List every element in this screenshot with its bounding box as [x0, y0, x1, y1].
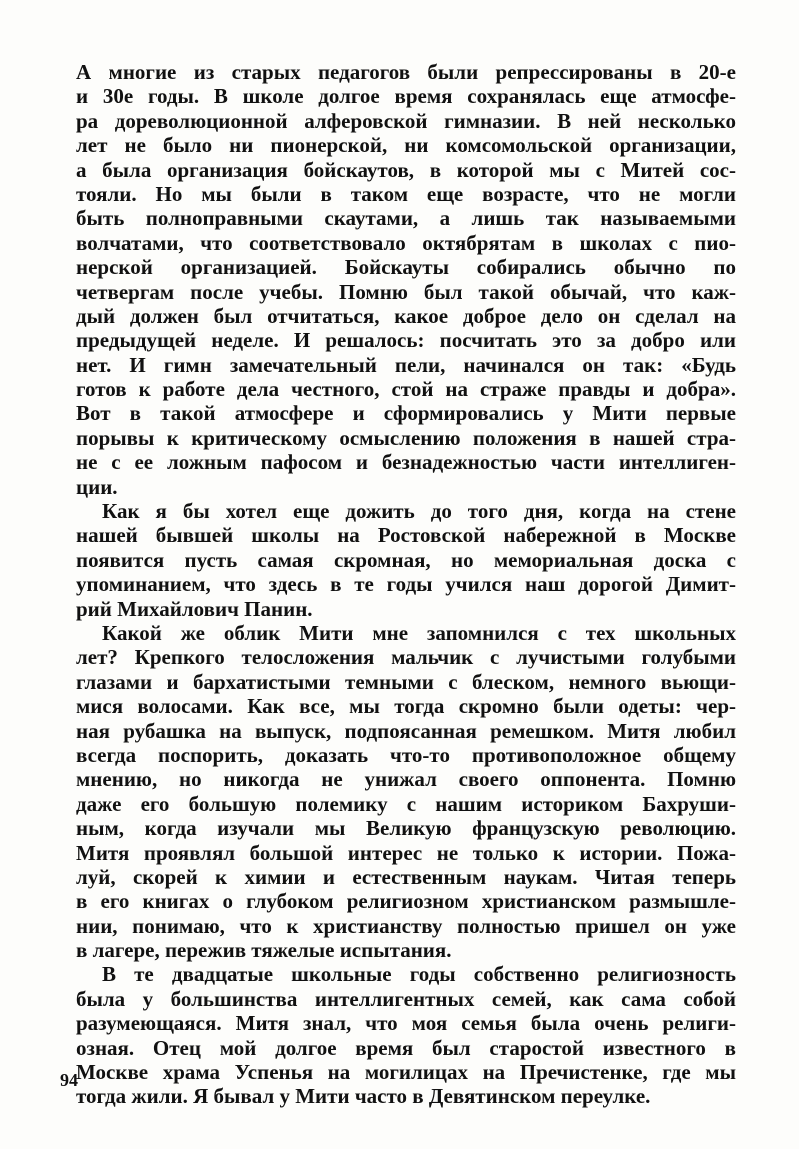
- text-line: и 30е годы. В школе долгое время сохранялась еще атмосфе-: [76, 84, 736, 109]
- text-line: порывы к критическому осмыслению положения в нашей стра-: [76, 425, 736, 450]
- text-line: нашей бывшей школы на Ростовской набережной в Москве: [76, 523, 736, 548]
- text-line: ра дореволюционной алферовской гимназии. В ней несколько: [76, 108, 736, 133]
- text-line: ная рубашка на выпуск, подпоясанная ремешком. Митя любил: [76, 718, 736, 743]
- text-line: предыдущей неделе. И решалось: посчитать это за добро или: [76, 328, 736, 353]
- text-line: мнению, но никогда не унижал своего оппонента. Помню: [76, 767, 736, 792]
- text-line: даже его большую полемику с нашим историком Бахруши-: [76, 791, 736, 816]
- text-line: дый должен был отчитаться, какое доброе дело он сделал на: [76, 303, 736, 328]
- text-line: В те двадцатые школьные годы собственно религиозность: [102, 962, 736, 987]
- text-line: Митя проявлял большой интерес не только к истории. Пожа-: [76, 840, 736, 865]
- text-line: не с ее ложным пафосом и безнадежностью части интеллиген-: [76, 450, 736, 475]
- text-line: тогда жили. Я бывал у Мити часто в Девятинском переулке.: [76, 1084, 651, 1109]
- text-line: лет не было ни пионерской, ни комсомольской организации,: [76, 133, 736, 158]
- text-line: нет. И гимн замечательный пели, начинался он так: «Будь: [76, 352, 736, 377]
- paragraph: [76, 962, 736, 1108]
- text-line: Москве храма Успенья на могилицах на Пречистенке, где мы: [76, 1060, 736, 1085]
- text-line: четвергам после учебы. Помню был такой обычай, что каж-: [76, 279, 736, 304]
- body-text: [76, 60, 736, 1109]
- text-line: Вот в такой атмосфере и сформировались у Мити первые: [76, 401, 736, 426]
- text-line: Какой же облик Мити мне запомнился с тех школьных: [102, 620, 736, 645]
- text-line: озная. Отец мой долгое время был старостой известного в: [76, 1035, 736, 1060]
- text-line: всегда поспорить, доказать что-то противоположное общему: [76, 742, 736, 767]
- text-line: быть полноправными скаутами, а лишь так называемыми: [76, 206, 736, 231]
- text-line: готов к работе дела честного, стой на страже правды и добра».: [76, 377, 736, 402]
- text-line: упоминанием, что здесь в те годы учился наш дорогой Димит-: [76, 572, 736, 597]
- text-line: лет? Крепкого телосложения мальчик с лучистыми голубыми: [76, 645, 736, 670]
- text-line: нии, понимаю, что к христианству полностью пришел он уже: [76, 913, 736, 938]
- text-line: тояли. Но мы были в таком еще возрасте, что не могли: [76, 181, 736, 206]
- text-line: Как я бы хотел еще дожить до того дня, когда на стене: [102, 499, 736, 524]
- text-line: волчатами, что соответствовало октябрятам в школах с пио-: [76, 230, 736, 255]
- text-line: глазами и бархатистыми темными с блеском, немного вьющи-: [76, 669, 736, 694]
- paragraph: [76, 499, 736, 621]
- text-line: разумеющаяся. Митя знал, что моя семья была очень религи-: [76, 1011, 736, 1036]
- text-line: луй, скорей к химии и естественным наукам. Читая теперь: [76, 864, 736, 889]
- text-line: рий Михайлович Панин.: [76, 596, 313, 621]
- text-line: мися волосами. Как все, мы тогда скромно были одеты: чер-: [76, 694, 736, 719]
- text-line: ным, когда изучали мы Великую французскую революцию.: [76, 816, 736, 841]
- paragraph: [76, 60, 736, 499]
- paragraph: [76, 621, 736, 962]
- text-line: а была организация бойскаутов, в которой мы с Митей сос-: [76, 157, 736, 182]
- page-number: 94: [60, 1070, 78, 1090]
- text-line: нерской организацией. Бойскауты собирались обычно по: [76, 255, 736, 280]
- text-line: в лагере, пережив тяжелые испытания.: [76, 938, 452, 963]
- text-line: А многие из старых педагогов были репрессированы в 20-е: [76, 60, 736, 84]
- text-line: ции.: [76, 474, 118, 499]
- text-line: была у большинства интеллигентных семей, как сама собой: [76, 986, 736, 1011]
- text-line: в его книгах о глубоком религиозном христианском размышле-: [76, 889, 736, 914]
- text-line: появится пусть самая скромная, но мемориальная доска с: [76, 547, 736, 572]
